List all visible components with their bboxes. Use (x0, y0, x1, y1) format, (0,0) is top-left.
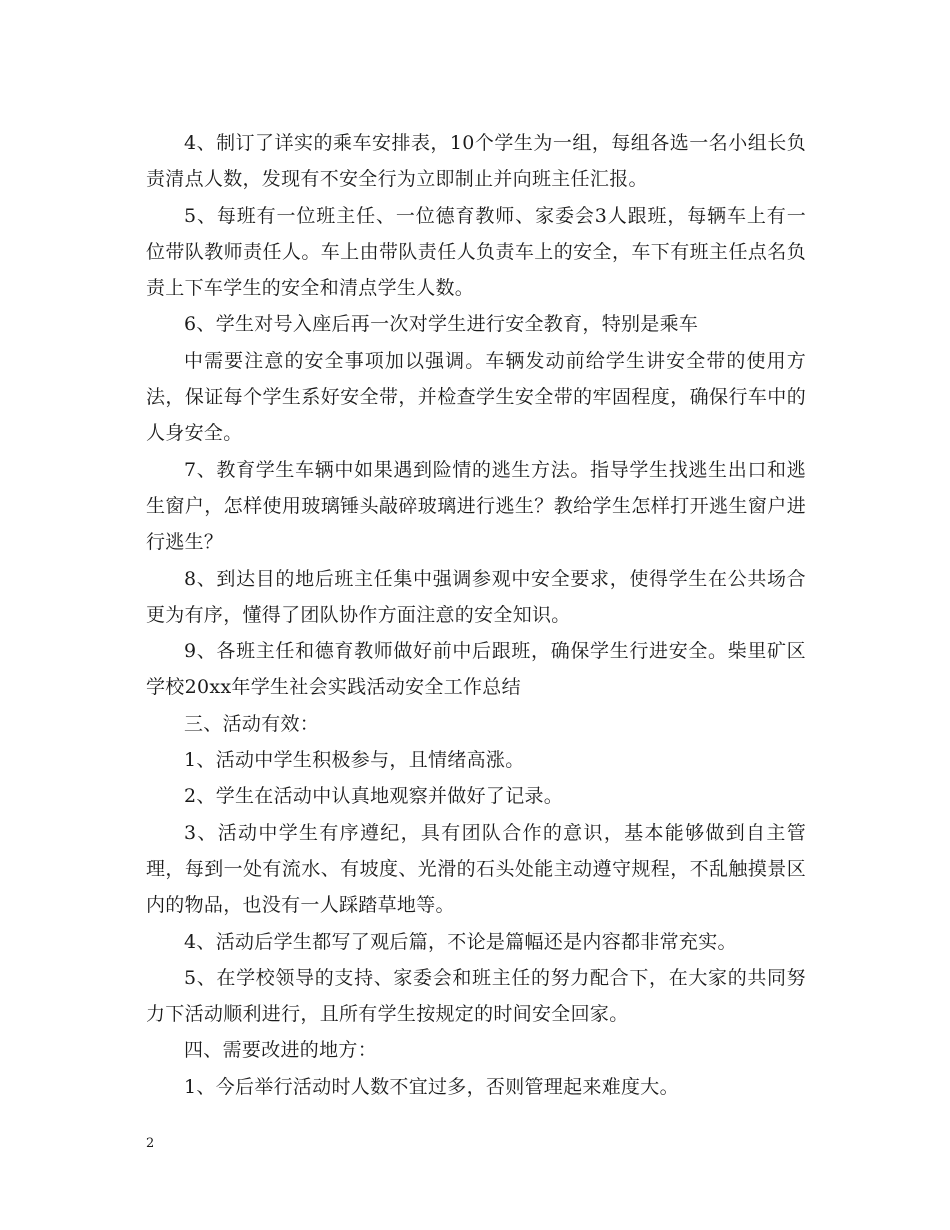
document-body (146, 125, 806, 1105)
section-heading-activity-effective: 三、活动有效： (184, 712, 320, 735)
paragraph-effect-5: 5、在学校领导的支持、家委会和班主任的努力配合下，在大家的共同努力下活动顺利进行，且所有学生按规定的时间安全回家。 (146, 966, 806, 1026)
paragraph-effect-2: 2、学生在活动中认真地观察并做好了记录。 (184, 785, 564, 808)
paragraph-6-continued: 中需要注意的安全事项加以强调。车辆发动前给学生讲安全带的使用方法，保证每个学生系好安全带，并检查学生安全带的牢固程度，确保行车中的人身安全。 (146, 349, 806, 445)
paragraph-effect-3: 3、活动中学生有序遵纪，具有团队合作的意识，基本能够做到自主管理，每到一处有流水、有坡度、光滑的石头处能主动遵守规程，不乱触摸景区内的物品，也没有一人踩踏草地等。 (146, 821, 806, 917)
page-number: 2 (146, 1136, 155, 1151)
paragraph-4-seating-plan: 4、制订了详实的乘车安排表，10个学生为一组，每组各选一名小组长负责清点人数，发现有不安全行为立即制止并向班主任汇报。 (146, 132, 806, 191)
paragraph-9-follow-class: 9、各班主任和德育教师做好前中后跟班，确保学生行进安全。柴里矿区学校20xx年学生社会实践活动安全工作总结 (146, 640, 806, 699)
paragraph-5-escort-teachers: 5、每班有一位班主任、一位德育教师、家委会3人跟班，每辆车上有一位带队教师责任人。车上由带队责任人负责车上的安全，车下有班主任点名负责上下车学生的安全和清点学生人数。 (146, 204, 806, 300)
paragraph-8-destination-requirements: 8、到达目的地后班主任集中强调参观中安全要求，使得学生在公共场合更为有序，懂得了团队协作方面注意的安全知识。 (146, 567, 806, 626)
section-heading-improvements: 四、需要改进的地方： (184, 1039, 378, 1062)
paragraph-improvement-1: 1、今后举行活动时人数不宜过多，否则管理起来难度大。 (184, 1075, 679, 1098)
paragraph-effect-1: 1、活动中学生积极参与，且情绪高涨。 (184, 749, 525, 772)
paragraph-7-escape-methods: 7、教育学生车辆中如果遇到险情的逃生方法。指导学生找逃生出口和逃生窗户，怎样使用玻璃锤头敲碎玻璃进行逃生？教给学生怎样打开逃生窗户进行逃生？ (146, 458, 806, 554)
paragraph-effect-4: 4、活动后学生都写了观后篇，不论是篇幅还是内容都非常充实。 (184, 930, 737, 953)
paragraph-6-safety-education: 6、学生对号入座后再一次对学生进行安全教育，特别是乘车 (184, 313, 699, 336)
